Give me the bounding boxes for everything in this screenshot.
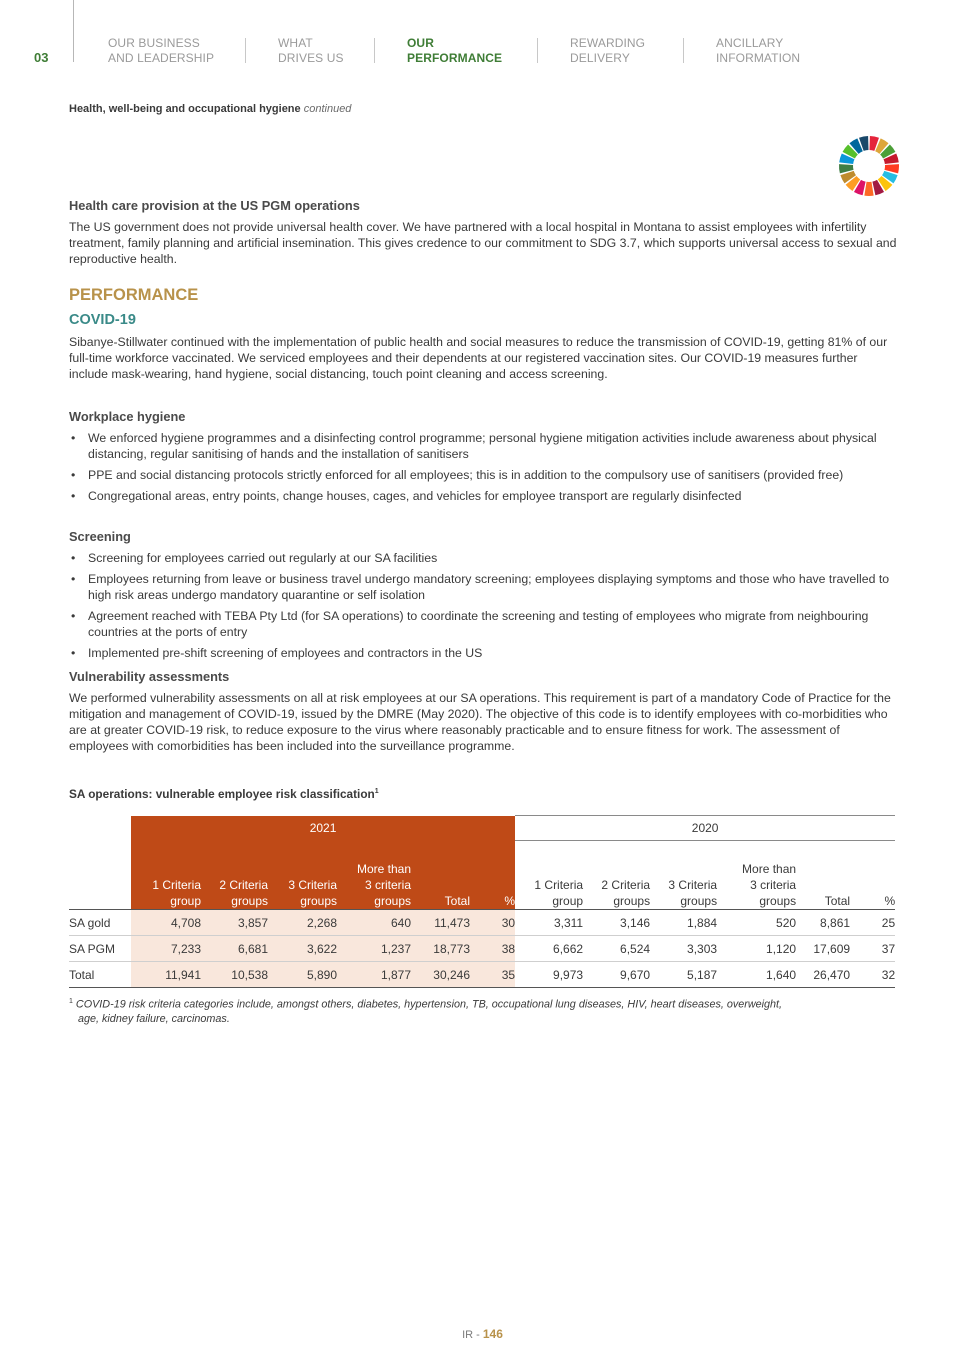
list-item: • We enforced hygiene programmes and a disinfecting control programme; personal hygiene mitigation activities include awareness about physical distancing, regular sanitising of hands and the installation of sanitisers [69,430,899,462]
table-cell-2021: 30 [470,910,515,936]
column-header-line [583,861,650,877]
column-header-line: 3 criteria [750,878,797,892]
column-header-line: groups [231,894,268,908]
health-care-body: The US government does not provide universal health cover. We have partnered with a local hospital in Montana to assist employees with infertility treatment, family planning and artificial insemination. This gives credence to our commitment to SDG 3.7, which supports universal access to sexual and reproductive health. [69,220,897,266]
column-header-line: More than [356,862,411,876]
year-2020-header: 2020 [515,816,895,841]
nav-label-line2: AND LEADERSHIP [108,51,215,65]
column-header [650,841,717,910]
table-cell-2021: 640 [337,910,411,936]
column-header-line: groups [300,894,337,908]
list-item: • Congregational areas, entry points, change houses, cages, and vehicles for employee transport are regularly disinfected [69,488,899,504]
nav-label-line2: PERFORMANCE [407,51,503,65]
column-header-line: groups [613,894,651,908]
list-item: • Agreement reached with TEBA Pty Ltd (for SA operations) to coordinate the screening and testing of employees who migrate from neighbouring countries at the ports of entry [69,608,899,640]
page-footer [0,1327,965,1341]
row-label: Total [69,962,131,988]
table-cell-2020: 9,973 [515,962,583,988]
column-header [850,841,895,910]
nav-rewarding-delivery[interactable] [570,36,645,66]
covid-body: Sibanye-Stillwater continued with the implementation of public health and social measures to reduce the transmission of COVID-19, getting 81% of our full-time workforce vaccinated. We serviced employees and their dependents at our registered vaccination sites. Our COVID-19 measures further include mask-wearing, hand hygiene, social distancing, touch point cleaning and access screening. [69,335,888,381]
column-header-line: More than [742,862,797,876]
column-header-line [470,877,515,893]
table-cell-2020: 1,120 [717,936,796,962]
table-cell-2021: 4,708 [131,910,201,936]
column-header-line: % [504,894,516,908]
running-head [69,103,351,115]
screening-heading: Screening [69,529,131,544]
table-cell-2020: 6,662 [515,936,583,962]
column-header [131,841,201,910]
column-header-line [796,877,850,893]
workplace-hygiene-list [69,430,899,509]
screening-list [69,550,899,666]
table-cell-2021: 11,473 [411,910,470,936]
blank-header-cell [69,816,131,841]
table-cell-2021: 18,773 [411,936,470,962]
table-row [69,910,895,936]
column-header-line [850,861,895,877]
nav-our-business[interactable] [108,36,214,66]
vulnerability-body: We performed vulnerability assessments on all at risk employees at our SA operations. This requirement is part of a mandatory Code of Practice for the mitigation and management of COVID-19, issued by the DMRE (May 2020). The objective of this code is to identify employees with co-morbidities who are at greater COVID-19 risk, to reduce exposure to the virus where reasonably practicable and to ensure fitness for work. The assessment of employees with comorbidities has been included into the surveillance programme. [69,691,891,753]
column-header [337,841,411,910]
nav-label-line1: REWARDING [570,36,646,50]
footnote-line2: age, kidney failure, carcinomas. [78,1012,230,1025]
nav-separator [245,38,246,63]
list-item: • Screening for employees carried out regularly at our SA facilities [69,550,899,566]
column-header-line [850,877,895,893]
table-title-text: SA operations: vulnerable employee risk classification [69,787,375,801]
table-cell-2021: 3,622 [268,936,337,962]
column-header-line: 1 Criteria [534,878,584,892]
table-body [69,910,895,988]
footnote-line1: COVID-19 risk criteria categories include, amongst others, diabetes, hypertension, TB, occupational lung diseases, HIV, heart diseases, overweight, [75,998,783,1011]
column-header [411,841,470,910]
table-cell-2021: 3,857 [201,910,268,936]
nav-label-line1: OUR [407,36,434,50]
table-cell-2020: 3,146 [583,910,650,936]
running-head-continued: continued [303,103,352,115]
column-header-row [69,841,895,910]
sdg-wheel-icon [838,135,900,197]
column-header [717,841,796,910]
nav-label-line2: INFORMATION [716,51,801,65]
table-cell-2020: 6,524 [583,936,650,962]
column-header-line: 3 criteria [364,878,411,892]
column-header [583,841,650,910]
table-cell-2020: 8,861 [796,910,850,936]
table-cell-2020: 17,609 [796,936,850,962]
nav-separator [537,38,538,63]
column-header-line [515,861,583,877]
table-cell-2020: 37 [850,936,895,962]
table-cell-2021: 38 [470,936,515,962]
column-header [201,841,268,910]
table-cell-2020: 3,311 [515,910,583,936]
nav-label-line1: OUR BUSINESS [108,36,200,50]
column-header-line: groups [374,894,411,908]
table-footnote [69,995,889,1026]
column-header-line: Total [824,894,851,908]
table-cell-2020: 25 [850,910,895,936]
table-cell-2020: 9,670 [583,962,650,988]
list-item: • Implemented pre-shift screening of employees and contractors in the US [69,645,899,661]
table-cell-2021: 1,877 [337,962,411,988]
vulnerability-heading: Vulnerability assessments [69,669,230,684]
column-header-line: 2 Criteria [219,878,268,892]
nav-label-line1: WHAT [278,36,313,50]
table-cell-2020: 1,884 [650,910,717,936]
column-header-line: group [552,894,584,908]
performance-heading: PERFORMANCE [69,286,199,304]
row-label: SA gold [69,910,131,936]
table-row [69,936,895,962]
table-cell-2021: 5,890 [268,962,337,988]
column-header [470,841,515,910]
column-header-line [201,861,268,877]
nav-separator [374,38,375,63]
table-row [69,962,895,988]
year-2021-header: 2021 [131,816,515,841]
column-header [515,841,583,910]
table-cell-2021: 30,246 [411,962,470,988]
table-cell-2021: 10,538 [201,962,268,988]
risk-classification-table [69,815,895,988]
table-cell-2020: 1,640 [717,962,796,988]
covid-heading: COVID-19 [69,312,136,328]
table-title-footnote-mark: 1 [374,788,379,796]
column-header-line [268,861,337,877]
table-cell-2021: 2,268 [268,910,337,936]
table-cell-2020: 3,303 [650,936,717,962]
page-number: 146 [482,1327,503,1341]
table-cell-2021: 6,681 [201,936,268,962]
nav-our-performance[interactable] [407,36,502,66]
column-header-line: 3 Criteria [668,878,718,892]
nav-label-line2: DELIVERY [570,51,630,65]
column-header-line [796,861,850,877]
running-head-title: Health, well-being and occupational hygiene [69,103,301,115]
header-divider [73,0,74,62]
blank-header-cell [69,841,131,910]
column-header [796,841,850,910]
table-cell-2021: 1,237 [337,936,411,962]
list-item: • Employees returning from leave or business travel undergo mandatory screening; employees displaying symptoms and those who have travelled to high risk areas undergo mandatory quarantine or self isolation [69,571,899,603]
column-header-line: 2 Criteria [601,878,651,892]
nav-separator [683,38,684,63]
column-header-line: Total [444,894,470,908]
column-header-line: % [884,894,896,908]
column-header-line [411,861,470,877]
table-cell-2021: 35 [470,962,515,988]
table-cell-2021: 7,233 [131,936,201,962]
column-header-line: group [170,894,201,908]
table-cell-2020: 26,470 [796,962,850,988]
table-cell-2020: 5,187 [650,962,717,988]
column-header-line [470,861,515,877]
row-label: SA PGM [69,936,131,962]
table-cell-2021: 11,941 [131,962,201,988]
column-header-line [650,861,717,877]
footnote-mark: 1 [69,998,73,1005]
workplace-hygiene-heading: Workplace hygiene [69,409,186,424]
year-header-row [69,816,895,841]
list-item: • PPE and social distancing protocols strictly enforced for all employees; this is in addition to the compulsory use of sanitisers (provided free) [69,467,899,483]
nav-what-drives-us[interactable] [278,36,344,66]
column-header-line [411,877,470,893]
column-header [268,841,337,910]
nav-label-line2: DRIVES US [278,51,344,65]
column-header-line: 1 Criteria [152,878,201,892]
health-care-heading: Health care provision at the US PGM operations [69,198,360,213]
column-header-line: 3 Criteria [288,878,337,892]
section-number: 03 [34,50,49,65]
column-header-line: groups [759,894,797,908]
nav-ancillary-information[interactable] [716,36,800,66]
nav-label-line1: ANCILLARY [716,36,784,50]
table-cell-2020: 520 [717,910,796,936]
column-header-line [131,861,201,877]
table-title [69,787,379,801]
column-header-line: groups [680,894,718,908]
table-cell-2020: 32 [850,962,895,988]
page-prefix: IR - [462,1329,480,1341]
sdg-wheel-segment [864,182,873,196]
